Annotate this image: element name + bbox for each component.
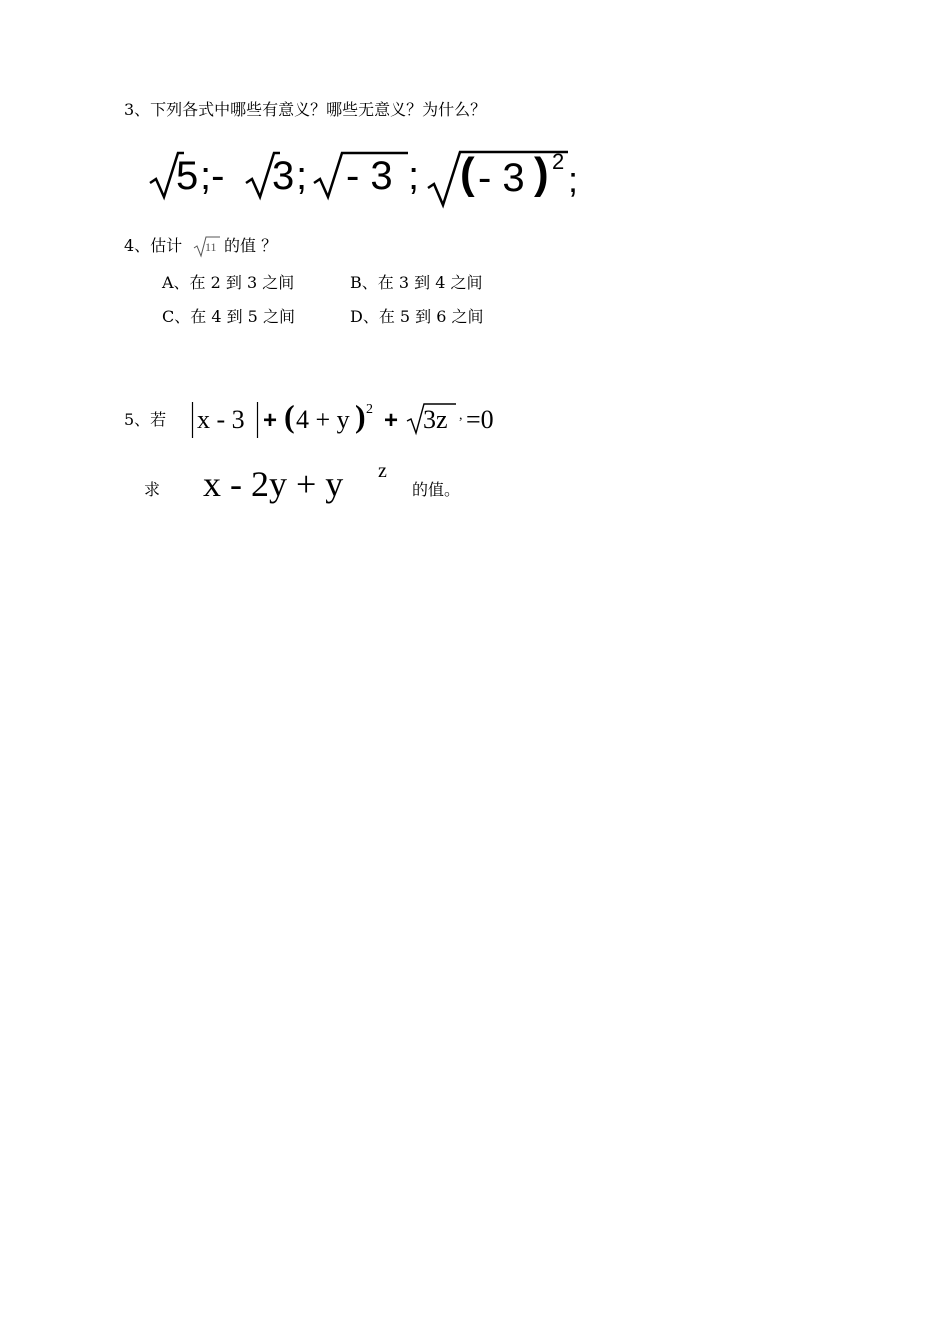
paren-open: ( bbox=[284, 398, 295, 434]
equals-zero: =0 bbox=[466, 405, 494, 434]
abs-bar-left bbox=[191, 402, 195, 438]
question-5-suffix: 的值。 bbox=[412, 480, 461, 499]
paren-close: ) bbox=[534, 149, 549, 198]
option-c: C、在 4 到 5 之间 bbox=[162, 307, 295, 326]
radicand-5: 5 bbox=[176, 154, 199, 198]
paren-open: ( bbox=[460, 149, 475, 198]
separator-semicolon-minus: ;- bbox=[200, 154, 225, 198]
comma: , bbox=[459, 408, 463, 423]
question-3-text: 3、下列各式中哪些有意义？哪些无意义？为什么？ bbox=[124, 100, 487, 119]
exponent-2: 2 bbox=[552, 149, 565, 174]
exponent-2: 2 bbox=[366, 402, 373, 417]
separator-semicolon-end: ; bbox=[568, 159, 579, 200]
question-4-prefix: 4、估计 bbox=[124, 236, 183, 255]
radicand-minus-3: - 3 bbox=[346, 154, 393, 198]
abs-inner: x - 3 bbox=[197, 405, 245, 434]
paren-inner: 4 + y bbox=[296, 405, 350, 434]
separator-semicolon: ; bbox=[408, 154, 420, 198]
separator-semicolon: ; bbox=[296, 154, 308, 198]
target-exponent-z: z bbox=[378, 460, 387, 482]
radicand-3: 3 bbox=[272, 154, 295, 198]
option-b: B、在 3 到 4 之间 bbox=[350, 273, 483, 292]
target-expression: x - 2y + y bbox=[203, 464, 344, 504]
abs-bar-right bbox=[256, 402, 260, 438]
question-5-prefix: 5、若 bbox=[124, 410, 167, 429]
plus-sign: + bbox=[263, 407, 278, 434]
question-5-ask: 求 bbox=[144, 480, 161, 499]
paren-close: ) bbox=[355, 398, 366, 434]
question-4-suffix: 的值 ？ bbox=[224, 236, 278, 255]
plus-sign: + bbox=[384, 407, 399, 434]
option-d: D、在 5 到 6 之间 bbox=[350, 307, 484, 326]
option-a: A、在 2 到 3 之间 bbox=[162, 273, 295, 292]
radicand-11: 11 bbox=[205, 240, 217, 254]
radicand-minus-3-inner: - 3 bbox=[478, 156, 525, 200]
radicand-3z: 3z bbox=[423, 405, 448, 434]
